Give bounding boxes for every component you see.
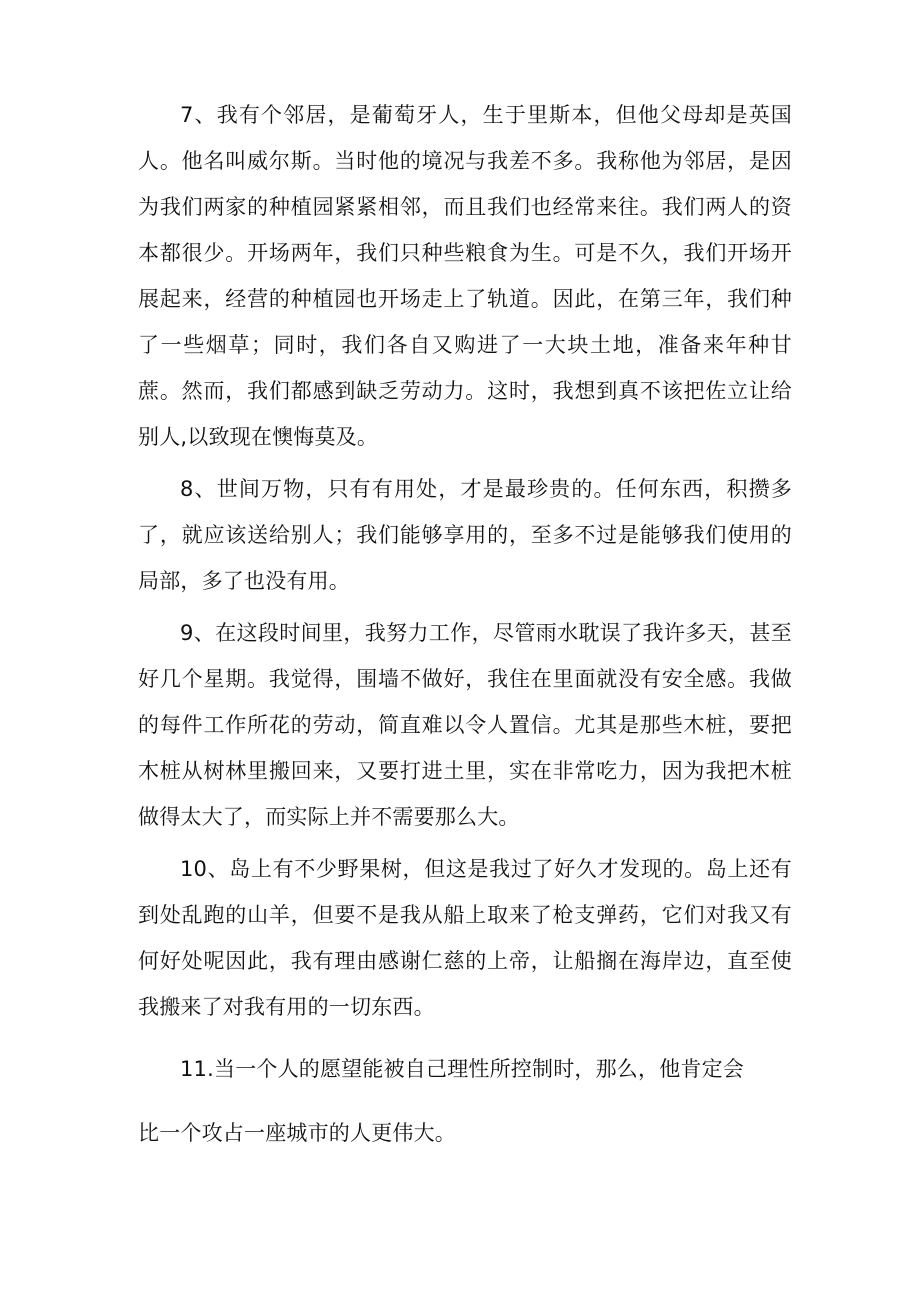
paragraph-11: 11.当一个人的愿望能被自己理性所控制时，那么，他肯定会 [180,1057,744,1081]
paragraph-7: 7、我有个邻居，是葡萄牙人，生于里斯本，但他父母却是英国人。他名叫威尔斯。当时他的境况与我差不多。我称他为邻居，是因为我们两家的种植园紧紧相邻，而且我们也经常来往。我们两人的资本都很少。开场两年，我们只种些粮食为生。可是不久，我们开场开展起来，经营的种植园也开场走上了轨道。因此，在第三年，我们种了一些烟草；同时，我们各自又购进了一大块土地，准备来年种甘蔗。然而，我们都感到缺乏劳动力。这时，我想到真不该把佐立让给别人,以致现在懊悔莫及。 [138,103,792,449]
paragraph-8: 8、世间万物，只有有用处，才是最珍贵的。任何东西，积攒多了，就应该送给别人；我们能够享用的，至多不过是能够我们使用的局部，多了也没有用。 [138,477,792,593]
paragraph-11-continuation: 比一个攻占一座城市的人更伟大。 [138,1121,456,1145]
document-body [138,92,792,1156]
paragraph-10: 10、岛上有不少野果树，但这是我过了好久才发现的。岛上还有到处乱跑的山羊，但要不是我从船上取来了枪支弹药，它们对我又有何好处呢因此，我有理由感谢仁慈的上帝，让船搁在海岸边，直至使我搬来了对我有用的一切东西。 [138,857,792,1019]
paragraph-9: 9、在这段时间里，我努力工作，尽管雨水耽误了我许多天，甚至好几个星期。我觉得，围墙不做好，我住在里面就没有安全感。我做的每件工作所花的劳动，简直难以令人置信。尤其是那些木桩，要把木桩从树林里搬回来，又要打进土里，实在非常吃力，因为我把木桩做得太大了，而实际上并不需要那么大。 [138,621,792,829]
